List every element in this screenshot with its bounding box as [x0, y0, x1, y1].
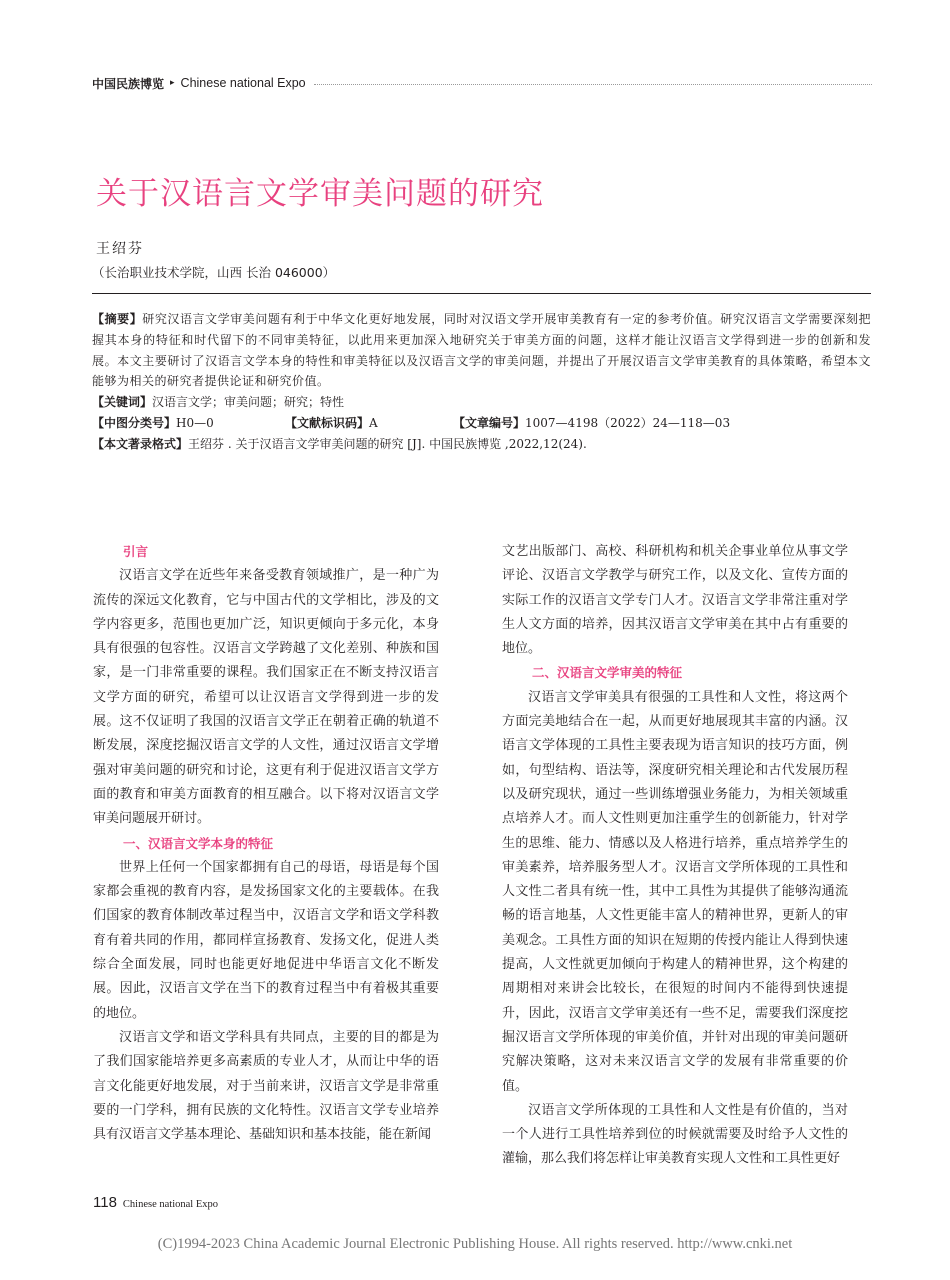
citation	[92, 434, 871, 455]
clc-value: H0—0	[176, 415, 214, 430]
header-arrow-icon: ▸	[170, 78, 175, 88]
citation-label: 【本文著录格式】	[92, 436, 189, 451]
doc-code-cell	[285, 413, 378, 434]
article-no-label: 【文章编号】	[453, 415, 526, 430]
page-number: 118	[93, 1194, 117, 1211]
header-dotted-rule	[314, 84, 872, 85]
page-footer	[93, 1194, 218, 1211]
left-column	[93, 540, 439, 1147]
right-column	[502, 540, 848, 1172]
intro-heading: 引言	[123, 544, 149, 559]
article-title: 关于汉语言文学审美问题的研究	[96, 176, 544, 212]
header-divider	[92, 293, 871, 294]
header-journal-cn: 中国民族博览	[92, 76, 165, 91]
abstract-text: 研究汉语言文学审美问题有利于中华文化更好地发展，同时对汉语文学开展审美教育有一定的参考价值。研究汉语言文学需要深刻把握其本身的特征和时代留下的不同审美特征，以此用来更加深入地研究关于审美方面的问题，这样才能让汉语言文学得到进一步的创新和发展。本文主要研讨了汉语言文学本身的特性和审美特征以及汉语言文学的审美问题，并提出了开展汉语言文学审美教育的具体策略，希望本文能够为相关的研究者提供论证和研究价值。	[92, 312, 871, 389]
author-affiliation: （长治职业技术学院，山西 长治 046000）	[92, 265, 336, 280]
section-2-heading: 二、汉语言文学审美的特征	[532, 665, 683, 681]
running-header	[92, 74, 872, 92]
clc-label: 【中图分类号】	[92, 415, 177, 430]
section-1-heading: 一、汉语言文学本身的特征	[123, 835, 274, 851]
author-name: 王绍芬	[96, 241, 144, 257]
abstract-label: 【摘要】	[92, 312, 143, 326]
article-no-cell	[453, 413, 730, 434]
article-meta	[92, 309, 871, 455]
section-2-paragraph-1: 汉语言文学审美具有很强的工具性和人文性，将这两个方面完美地结合在一起，从而更好地展现其丰富的内涵。汉语言文学体现的工具性主要表现为语言知识的技巧方面，例如，句型结构、语法等，深度研究相关理论和古代发展历程以及研究现状，通过一些训练增强业务能力，为相关领域重点培养人才。而人文性则更加注重学生的创新能力，针对学生的思维、能力、情感以及人格进行培养，重点培养学生的审美素养，培养服务型人才。汉语言文学所体现的工具性和人文性二者具有统一性，其中工具性为其提供了能够沟通流畅的语言地基，人文性更能丰富人的精神世界，更新人的审美观念。工具性方面的知识在短期的传授内能让人得到快速提高，人文性就更加倾向于构建人的精神世界，这个构建的周期相对来讲会比较长，在很短的时间内不能得到快速提升，因此，汉语言文学审美还有一些不足，需要我们深度挖掘汉语言文学所体现的审美价值，并针对出现的审美问题研究解决策略，这对未来汉语言文学的发展有非常重要的价值。	[502, 689, 848, 1094]
copyright-notice: (C)1994-2023 China Academic Journal Electronic Publishing House. All rights reserved. http://www.cnki.net	[157, 1236, 793, 1252]
keywords-text: 汉语言文学；审美问题；研究；特性	[152, 395, 345, 410]
continued-paragraph: 文艺出版部门、高校、科研机构和机关企事业单位从事文学评论、汉语言文学教学与研究工作，以及文化、宣传方面的实际工作的汉语言文学专门人才。汉语言文学非常注重对学生人文方面的培养，因其汉语言文学审美在其中占有重要的地位。	[502, 544, 848, 657]
intro-paragraph: 汉语言文学在近些年来备受教育领域推广，是一种广为流传的深远文化教育，它与中国古代的文学相比，涉及的文学内容更多，范围也更加广泛，知识更倾向于多元化，本身具有很强的包容性。汉语言文学跨越了文化差别、种族和国家，是一门非常重要的课程。我们国家正在不断支持汉语言文学方面的研究，希望可以让汉语言文学得到进一步的发展。这不仅证明了我国的汉语言文学正在朝着正确的轨道不断发展，深度挖掘汉语言文学的人文性，通过汉语言文学增强对审美问题的研究和讨论，这更有利于促进汉语言文学方面的教育和审美方面教育的相互融合。以下将对汉语言文学审美问题展开研讨。	[93, 568, 439, 827]
section-1-paragraph-1: 世界上任何一个国家都拥有自己的母语，母语是每个国家都会重视的教育内容，是发扬国家文化的主要载体。在我们国家的教育体制改革过程当中，汉语言文学和语文学科教育有着共同的作用，都同样宣扬教育、发扬文化，促进人类综合全面发展，同时也能更好地促进中华语言文化不断发展。因此，汉语言文学在当下的教育过程当中有着极其重要的地位。	[93, 859, 439, 1021]
section-1-paragraph-2: 汉语言文学和语文学科具有共同点，主要的目的都是为了我们国家能培养更多高素质的专业人才，从而让中华的语言文化能更好地发展，对于当前来讲，汉语言文学是非常重要的一门学科，拥有民族的文化特性。汉语言文学专业培养具有汉语言文学基本理论、基础知识和基本技能，能在新闻	[93, 1029, 439, 1143]
citation-text: 王绍芬 . 关于汉语言文学审美问题的研究 [J]. 中国民族博览 ,2022,12(24).	[188, 436, 587, 451]
article-no-value: 1007—4198（2022）24—118—03	[525, 415, 731, 430]
clc-cell	[92, 413, 214, 434]
header-journal-en: Chinese national Expo	[180, 76, 306, 90]
section-2-paragraph-2: 汉语言文学所体现的工具性和人文性是有价值的，当对一个人进行工具性培养到位的时候就需要及时给予人文性的灌输，那么我们将怎样让审美教育实现人文性和工具性更好	[502, 1102, 848, 1167]
abstract	[92, 309, 871, 392]
doc-code-label: 【文献标识码】	[285, 415, 370, 430]
footer-journal-en: Chinese national Expo	[122, 1199, 218, 1210]
doc-code-value: A	[369, 415, 378, 430]
keywords	[92, 392, 871, 413]
keywords-label: 【关键词】	[92, 395, 153, 410]
classification-row	[92, 413, 871, 434]
